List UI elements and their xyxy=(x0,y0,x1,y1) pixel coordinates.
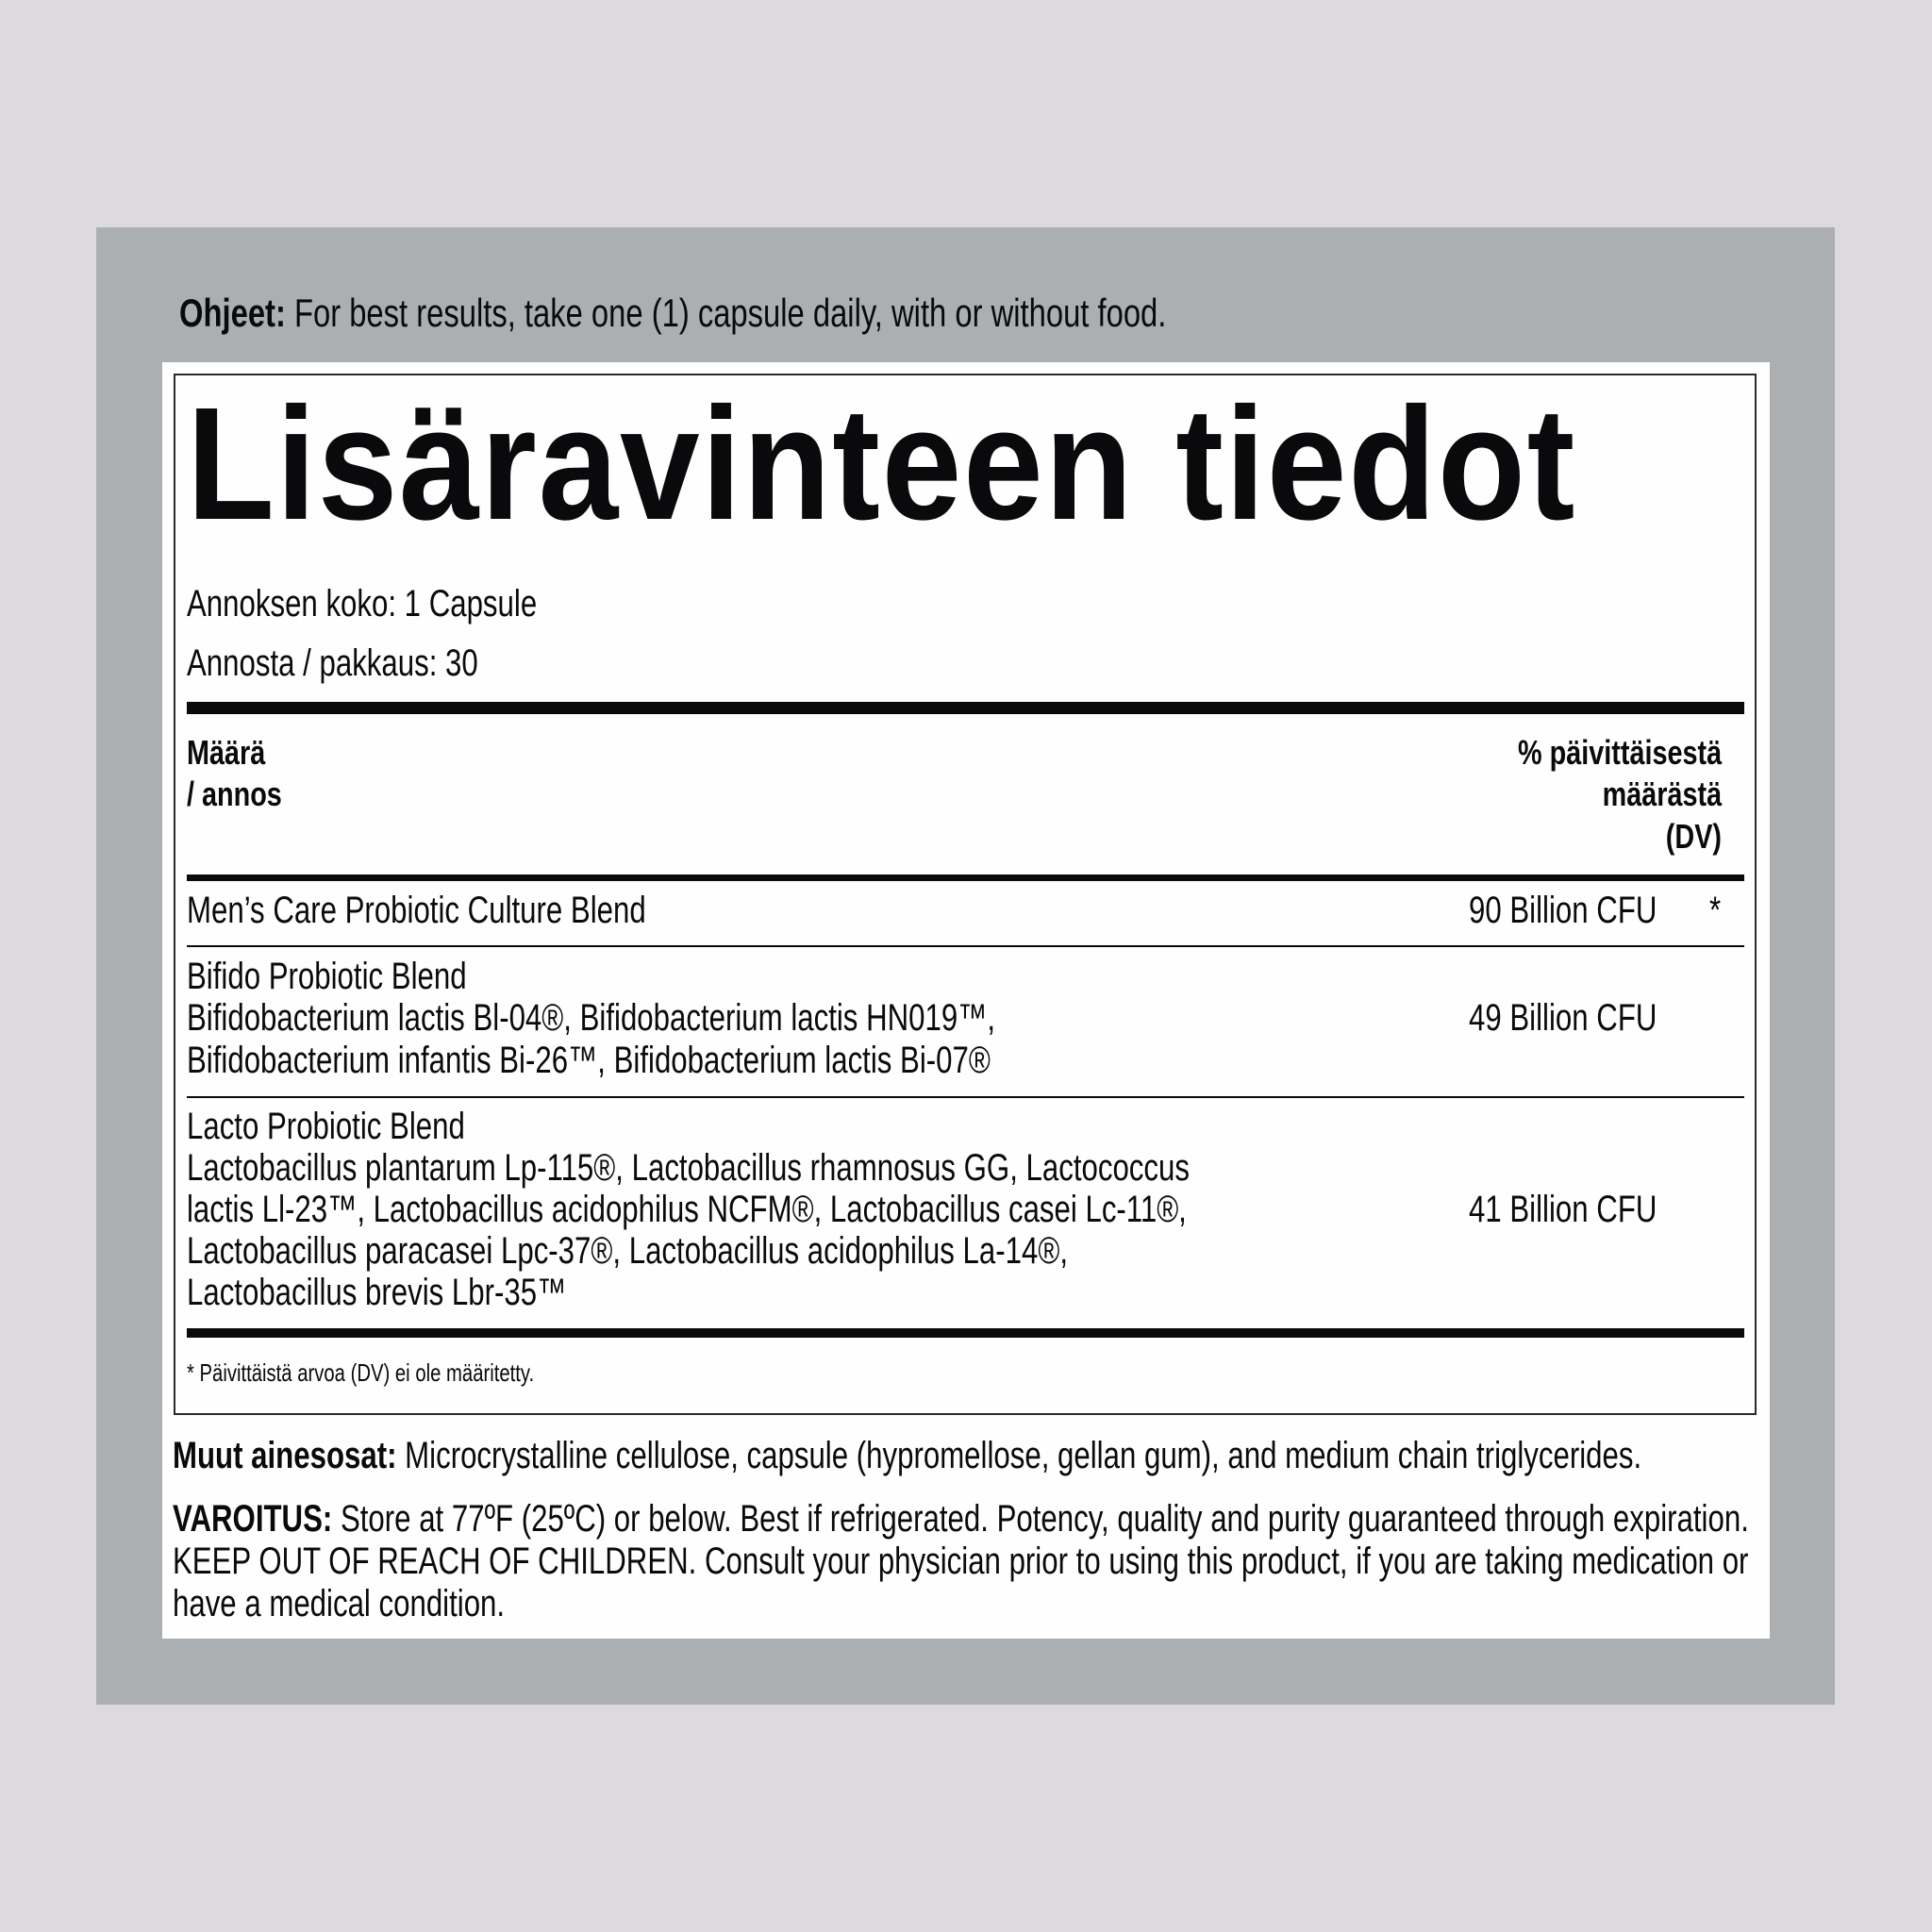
ingredient-amount: 49 Billion CFU xyxy=(1469,997,1657,1039)
dv-header-line1: % päivittäisestä xyxy=(1517,733,1722,772)
serving-size: Annoksen koko: 1 Capsule xyxy=(187,583,538,625)
ingredient-dv: * xyxy=(1709,890,1722,931)
directions-label: Ohjeet: xyxy=(179,291,286,335)
warning-text-1: Store at 77ºF (25ºC) or below. Best if refrigerated. Potency, quality and purity guaranteed through expiration. xyxy=(332,1498,1749,1540)
servings-per-container: Annosta / pakkaus: 30 xyxy=(187,642,478,684)
dv-footnote: * Päivittäistä arvoa (DV) ei ole määritetty. xyxy=(187,1358,535,1387)
ingredient-detail: Lactobacillus brevis Lbr-35™ xyxy=(187,1272,567,1313)
dv-header-line3: (DV) xyxy=(1665,817,1722,856)
ingredient-detail: Bifidobacterium lactis Bl-04®, Bifidobacterium lactis HN019™, xyxy=(187,997,996,1039)
amount-header-line1: Määrä xyxy=(187,733,266,772)
warning-label: VAROITUS: xyxy=(173,1498,333,1540)
other-ingredients-label: Muut ainesosat: xyxy=(173,1435,397,1476)
thin-divider xyxy=(187,1096,1744,1098)
ingredient-amount: 90 Billion CFU xyxy=(1469,890,1657,931)
ingredient-detail: Lactobacillus plantarum Lp-115®, Lactobacillus rhamnosus GG, Lactococcus xyxy=(187,1147,1190,1189)
thick-divider xyxy=(187,702,1744,714)
warning-line2: KEEP OUT OF REACH OF CHILDREN. Consult your physician prior to using this product, if you are taking medication or xyxy=(173,1541,1749,1582)
warning-line3: have a medical condition. xyxy=(173,1583,506,1624)
facts-title: Lisäravinteen tiedot xyxy=(187,375,1577,554)
directions-text: For best results, take one (1) capsule daily, with or without food. xyxy=(285,291,1167,335)
directions xyxy=(179,291,1166,336)
thick-divider xyxy=(187,1328,1744,1338)
amount-header-line2: / annos xyxy=(187,774,282,813)
ingredient-name: Lacto Probiotic Blend xyxy=(187,1106,465,1147)
ingredient-detail: lactis Ll-23™, Lactobacillus acidophilus NCFM®, Lactobacillus casei Lc-11®, xyxy=(187,1189,1187,1230)
medium-divider xyxy=(187,874,1744,881)
ingredient-amount: 41 Billion CFU xyxy=(1469,1189,1657,1230)
ingredient-detail: Bifidobacterium infantis Bi-26™, Bifidobacterium lactis Bi-07® xyxy=(187,1040,991,1081)
ingredient-name: Bifido Probiotic Blend xyxy=(187,956,467,997)
ingredient-name: Men’s Care Probiotic Culture Blend xyxy=(187,890,646,931)
other-ingredients xyxy=(173,1435,1641,1476)
warning-line1 xyxy=(173,1498,1749,1540)
ingredient-detail: Lactobacillus paracasei Lpc-37®, Lactobacillus acidophilus La-14®, xyxy=(187,1230,1068,1272)
thin-divider xyxy=(187,945,1744,947)
dv-header-line2: määrästä xyxy=(1602,774,1722,813)
other-ingredients-text: Microcrystalline cellulose, capsule (hypromellose, gellan gum), and medium chain triglycerides. xyxy=(396,1435,1642,1476)
